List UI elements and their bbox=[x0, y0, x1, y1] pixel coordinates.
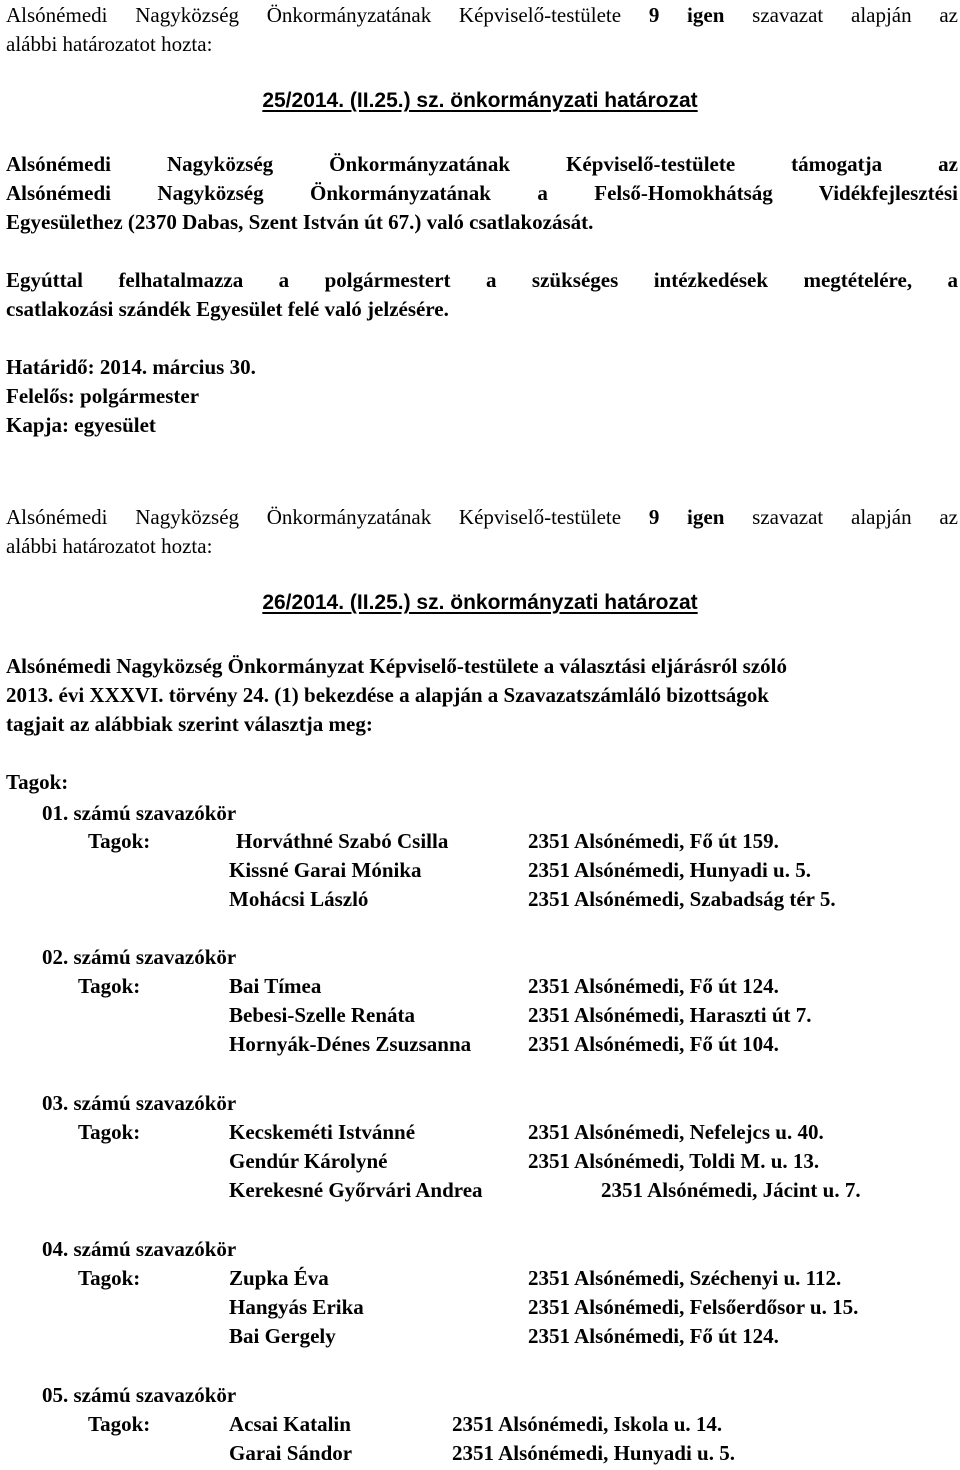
member-name: Garai Sándor bbox=[229, 1441, 353, 1465]
resolution-26-heading: 26/2014. (II.25.) sz. önkormányzati határozat bbox=[262, 591, 698, 614]
resolution-25-responsible: Felelős: polgármester bbox=[6, 384, 200, 408]
resolution-26-intro-line1 bbox=[6, 505, 958, 529]
member-name: Bai Tímea bbox=[229, 974, 322, 998]
member-address: 2351 Alsónémedi, Széchenyi u. 112. bbox=[528, 1266, 842, 1290]
member-name: Kecskeméti Istvánné bbox=[229, 1120, 416, 1144]
resolution-25-recipient: Kapja: egyesület bbox=[6, 413, 156, 437]
member-name: Hornyák-Dénes Zsuzsanna bbox=[229, 1032, 472, 1056]
member-address: 2351 Alsónémedi, Szabadság tér 5. bbox=[528, 887, 836, 911]
members-heading: Tagok: bbox=[6, 770, 69, 794]
member-address: 2351 Alsónémedi, Felsőerdősor u. 15. bbox=[528, 1295, 859, 1319]
district-members-label: Tagok: bbox=[88, 1412, 151, 1436]
district-members-label: Tagok: bbox=[78, 1266, 141, 1290]
intro-text-end: szavazat alapján az bbox=[752, 505, 959, 529]
member-address: 2351 Alsónémedi, Toldi M. u. 13. bbox=[528, 1149, 820, 1173]
resolution-25-intro-line1 bbox=[6, 3, 958, 27]
member-name: Kerekesné Győrvári Andrea bbox=[229, 1178, 483, 1202]
resolution-26-para-line2: 2013. évi XXXVI. törvény 24. (1) bekezdése a alapján a Szavazatszámláló bizottságok bbox=[6, 683, 769, 707]
district-members-label: Tagok: bbox=[88, 829, 151, 853]
resolution-25-heading: 25/2014. (II.25.) sz. önkormányzati határozat bbox=[262, 89, 698, 112]
member-address: 2351 Alsónémedi, Fő út 124. bbox=[528, 974, 779, 998]
member-name: Mohácsi László bbox=[229, 887, 369, 911]
district-title: 04. számú szavazókör bbox=[42, 1237, 237, 1261]
resolution-25-para1-line3: Egyesülethez (2370 Dabas, Szent István út 67.) való csatlakozását. bbox=[6, 210, 594, 234]
intro-text: Alsónémedi Nagyközség Önkormányzatának Képviselő-testülete bbox=[6, 3, 622, 27]
district-members-label: Tagok: bbox=[78, 974, 141, 998]
resolution-26-para-line3: tagjait az alábbiak szerint választja meg: bbox=[6, 712, 373, 736]
member-name: Acsai Katalin bbox=[229, 1412, 351, 1436]
district-title: 03. számú szavazókör bbox=[42, 1091, 237, 1115]
vote-count: 9 igen bbox=[648, 3, 725, 27]
member-address: 2351 Alsónémedi, Hunyadi u. 5. bbox=[528, 858, 811, 882]
member-address: 2351 Alsónémedi, Nefelejcs u. 40. bbox=[528, 1120, 824, 1144]
intro-text: Alsónémedi Nagyközség Önkormányzatának Képviselő-testülete bbox=[6, 505, 622, 529]
member-address: 2351 Alsónémedi, Iskola u. 14. bbox=[452, 1412, 723, 1436]
member-name: Hangyás Erika bbox=[229, 1295, 364, 1319]
resolution-25-para1-line2: Alsónémedi Nagyközség Önkormányzatának a Felső-Homokhátság Vidékfejlesztési bbox=[6, 181, 958, 205]
member-name: Gendúr Károlyné bbox=[229, 1149, 388, 1173]
intro-text-end: szavazat alapján az bbox=[752, 3, 959, 27]
vote-count: 9 igen bbox=[648, 505, 725, 529]
member-address: 2351 Alsónémedi, Haraszti út 7. bbox=[528, 1003, 812, 1027]
district-title: 05. számú szavazókör bbox=[42, 1383, 237, 1407]
district-members-label: Tagok: bbox=[78, 1120, 141, 1144]
member-address: 2351 Alsónémedi, Fő út 104. bbox=[528, 1032, 779, 1056]
member-address: 2351 Alsónémedi, Hunyadi u. 5. bbox=[452, 1441, 735, 1465]
member-address: 2351 Alsónémedi, Fő út 124. bbox=[528, 1324, 779, 1348]
resolution-25-para2-line1: Egyúttal felhatalmazza a polgármestert a szükséges intézkedések megtételére, a bbox=[6, 268, 958, 292]
resolution-25-para1-line1: Alsónémedi Nagyközség Önkormányzatának Képviselő-testülete támogatja az bbox=[6, 152, 958, 176]
member-name: Horváthné Szabó Csilla bbox=[236, 829, 449, 853]
resolution-26-para-line1: Alsónémedi Nagyközség Önkormányzat Képviselő-testülete a választási eljárásról szóló bbox=[6, 654, 787, 678]
resolution-25-deadline: Határidő: 2014. március 30. bbox=[6, 355, 256, 379]
resolution-26-intro-line2: alábbi határozatot hozta: bbox=[6, 534, 213, 558]
member-name: Zupka Éva bbox=[229, 1266, 329, 1290]
member-address: 2351 Alsónémedi, Fő út 159. bbox=[528, 829, 779, 853]
member-name: Bai Gergely bbox=[229, 1324, 336, 1348]
member-name: Bebesi-Szelle Renáta bbox=[229, 1003, 416, 1027]
resolution-25-intro-line2: alábbi határozatot hozta: bbox=[6, 32, 213, 56]
member-address: 2351 Alsónémedi, Jácint u. 7. bbox=[601, 1178, 861, 1202]
resolution-25-para2-line2: csatlakozási szándék Egyesület felé való jelzésére. bbox=[6, 297, 449, 321]
member-name: Kissné Garai Mónika bbox=[229, 858, 422, 882]
district-title: 01. számú szavazókör bbox=[42, 801, 237, 825]
district-title: 02. számú szavazókör bbox=[42, 945, 237, 969]
